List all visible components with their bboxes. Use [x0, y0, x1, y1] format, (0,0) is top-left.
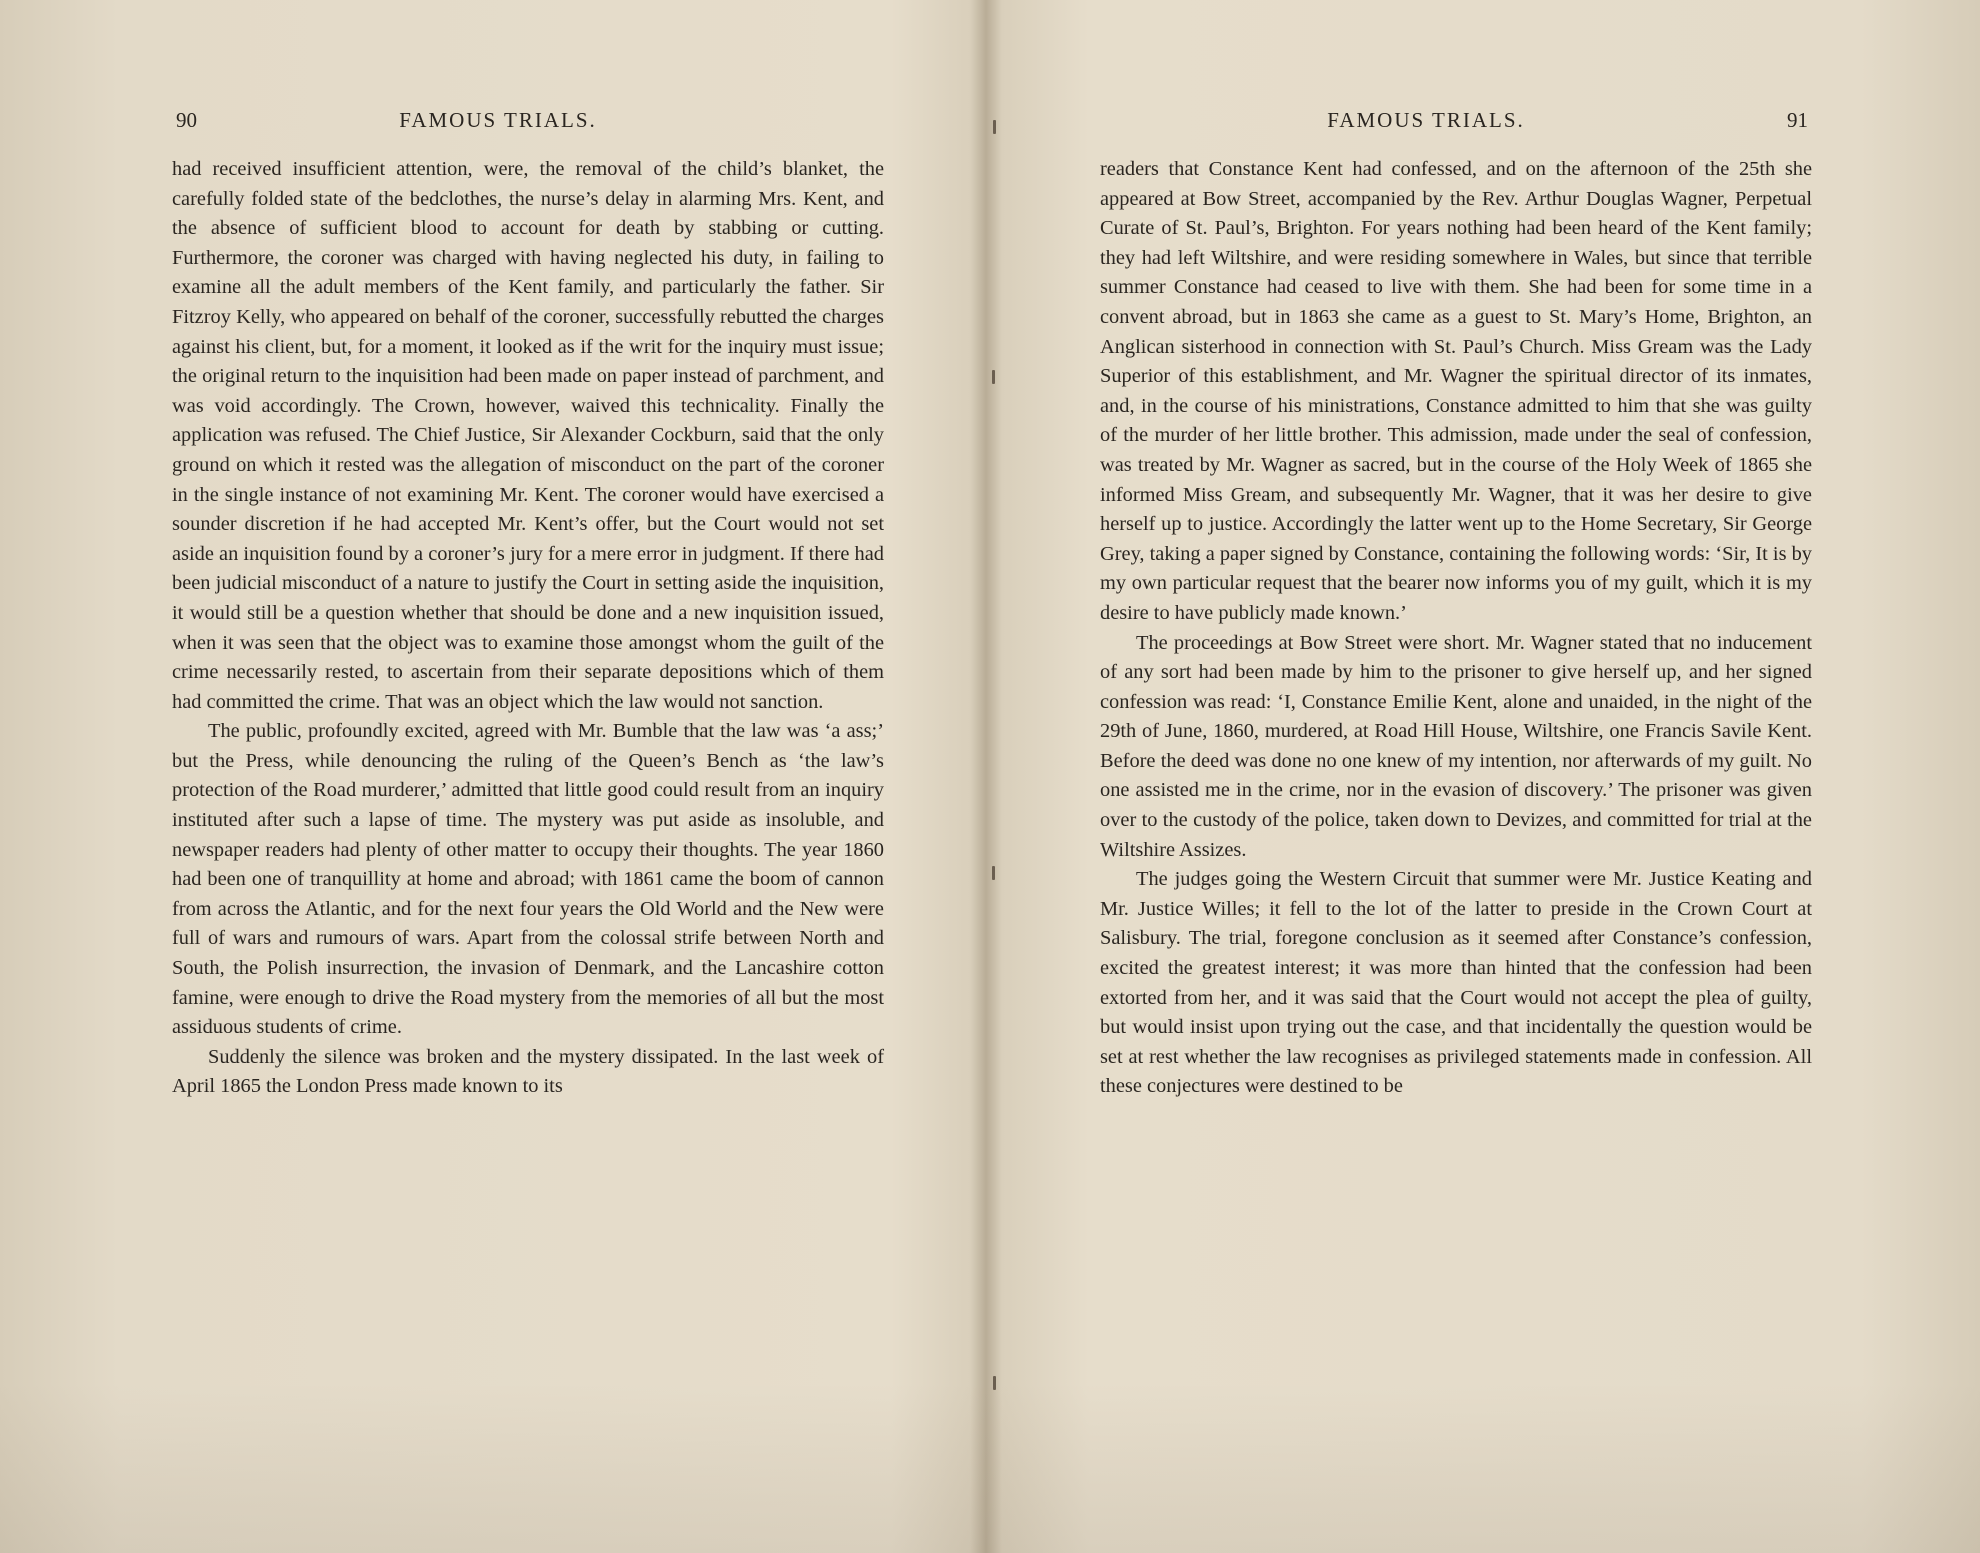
running-head [172, 106, 884, 134]
right-page [990, 0, 1980, 1553]
gutter-stitch [992, 866, 995, 880]
paragraph: The judges going the Western Circuit that summer were Mr. Justice Keating and Mr. Justice Willes; it fell to the lot of the latter to preside in the Crown Court at Salisbury. The trial, foregone conclusion as it seemed after Constance’s confession, excited the greatest interest; it was more than hinted that the confession had been extorted from her, and it was said that the Court would not accept the plea of guilty, but would insist upon trying out the case, and that incidentally the question would be set at rest whether the law recognises as privileged statements made in confession. All these conjectures were destined to be [1100, 868, 1812, 1098]
paragraph: had received insufficient attention, were, the removal of the child’s blanket, the carefully folded state of the bedclothes, the nurse’s delay in alarming Mrs. Kent, and the absence of sufficient blood to account for death by stabbing or cutting. Furthermore, the coroner was charged with having neglected his duty, in failing to examine all the adult members of the Kent family, and particularly the father. Sir Fitzroy Kelly, who appeared on behalf of the coroner, successfully rebutted the charges against his client, but, for a moment, it looked as if the writ for the inquiry must issue; the original return to the inquisition had been made on paper instead of parchment, and was void accordingly. The Crown, however, waived this technicality. Finally the application was refused. The Chief Justice, Sir Alexander Cockburn, said that the only ground on which it rested was the allegation of misconduct on the part of the coroner in the single instance of not examining Mr. Kent. The coroner would have exercised a sounder discretion if he had accepted Mr. Kent’s offer, but the Court would not set aside an inquisition found by a coroner’s jury for a mere error in judgment. If there had been judicial misconduct of a nature to justify the Court in setting aside the inquisition, it would still be a question whether that should be done and a new inquisition issued, when it was seen that the object was to examine those amongst whom the guilt of the crime necessarily rested, to ascertain from their separate depositions which of them had committed the crime. That was an object which the law would not sanction. [172, 158, 884, 713]
running-head [1100, 106, 1812, 134]
running-title: FAMOUS TRIALS. [399, 108, 597, 132]
body-text [1100, 155, 1812, 1102]
paragraph: The proceedings at Bow Street were short. Mr. Wagner stated that no inducement of any sort had been made by him to the prisoner to give herself up, and her signed confession was read: ‘I, Constance Emilie Kent, alone and unaided, in the night of the 29th of June, 1860, murdered, at Road Hill House, Wiltshire, one Francis Savile Kent. Before the deed was done no one knew of my intention, nor afterwards of my guilt. No one assisted me in the crime, nor in the evasion of discovery.’ The prisoner was given over to the custody of the police, taken down to Devizes, and committed for trial at the Wiltshire Assizes. [1100, 631, 1812, 861]
page-number: 91 [1787, 108, 1808, 132]
running-title: FAMOUS TRIALS. [1327, 108, 1525, 132]
page-number: 90 [176, 108, 197, 132]
gutter-stitch [993, 1376, 996, 1390]
paragraph: readers that Constance Kent had confessed, and on the afternoon of the 25th she appeared at Bow Street, accompanied by the Rev. Arthur Douglas Wagner, Perpetual Curate of St. Paul’s, Brighton. For years nothing had been heard of the Kent family; they had left Wiltshire, and were residing somewhere in Wales, but since that terrible summer Constance had ceased to live with them. She had been for some time in a convent abroad, but in 1863 she came as a guest to St. Mary’s Home, Brighton, an Anglican sisterhood in connection with St. Paul’s Church. Miss Gream was the Lady Superior of this establishment, and Mr. Wagner the spiritual director of its inmates, and, in the course of his ministrations, Constance admitted to him that she was guilty of the murder of her little brother. This admission, made under the seal of confession, was treated by Mr. Wagner as sacred, but in the course of the Holy Week of 1865 she informed Miss Gream, and subsequently Mr. Wagner, that it was her desire to give herself up to justice. Accordingly the latter went up to the Home Secretary, Sir George Grey, taking a paper signed by Constance, containing the following words: ‘Sir, It is by my own particular request that the bearer now informs you of my guilt, which it is my desire to have publicly made known.’ [1100, 158, 1812, 624]
paragraph: The public, profoundly excited, agreed with Mr. Bumble that the law was ‘a ass;’ but the Press, while denouncing the ruling of the Queen’s Bench as ‘the law’s protection of the Road murderer,’ admitted that little good could result from an inquiry instituted after such a lapse of time. The mystery was put aside as insoluble, and newspaper readers had plenty of other matter to occupy their thoughts. The year 1860 had been one of tranquillity at home and abroad; with 1861 came the boom of cannon from across the Atlantic, and for the next four years the Old World and the New were full of wars and rumours of wars. Apart from the colossal strife between North and South, the Polish insurrection, the invasion of Denmark, and the Lancashire cotton famine, were enough to drive the Road mystery from the memories of all but the most assiduous students of crime. [172, 720, 884, 1039]
body-text [172, 155, 884, 1102]
gutter-stitch [993, 120, 996, 134]
paragraph: Suddenly the silence was broken and the mystery dissipated. In the last week of April 1865 the London Press made known to its [172, 1045, 884, 1098]
gutter-stitch [992, 370, 995, 384]
